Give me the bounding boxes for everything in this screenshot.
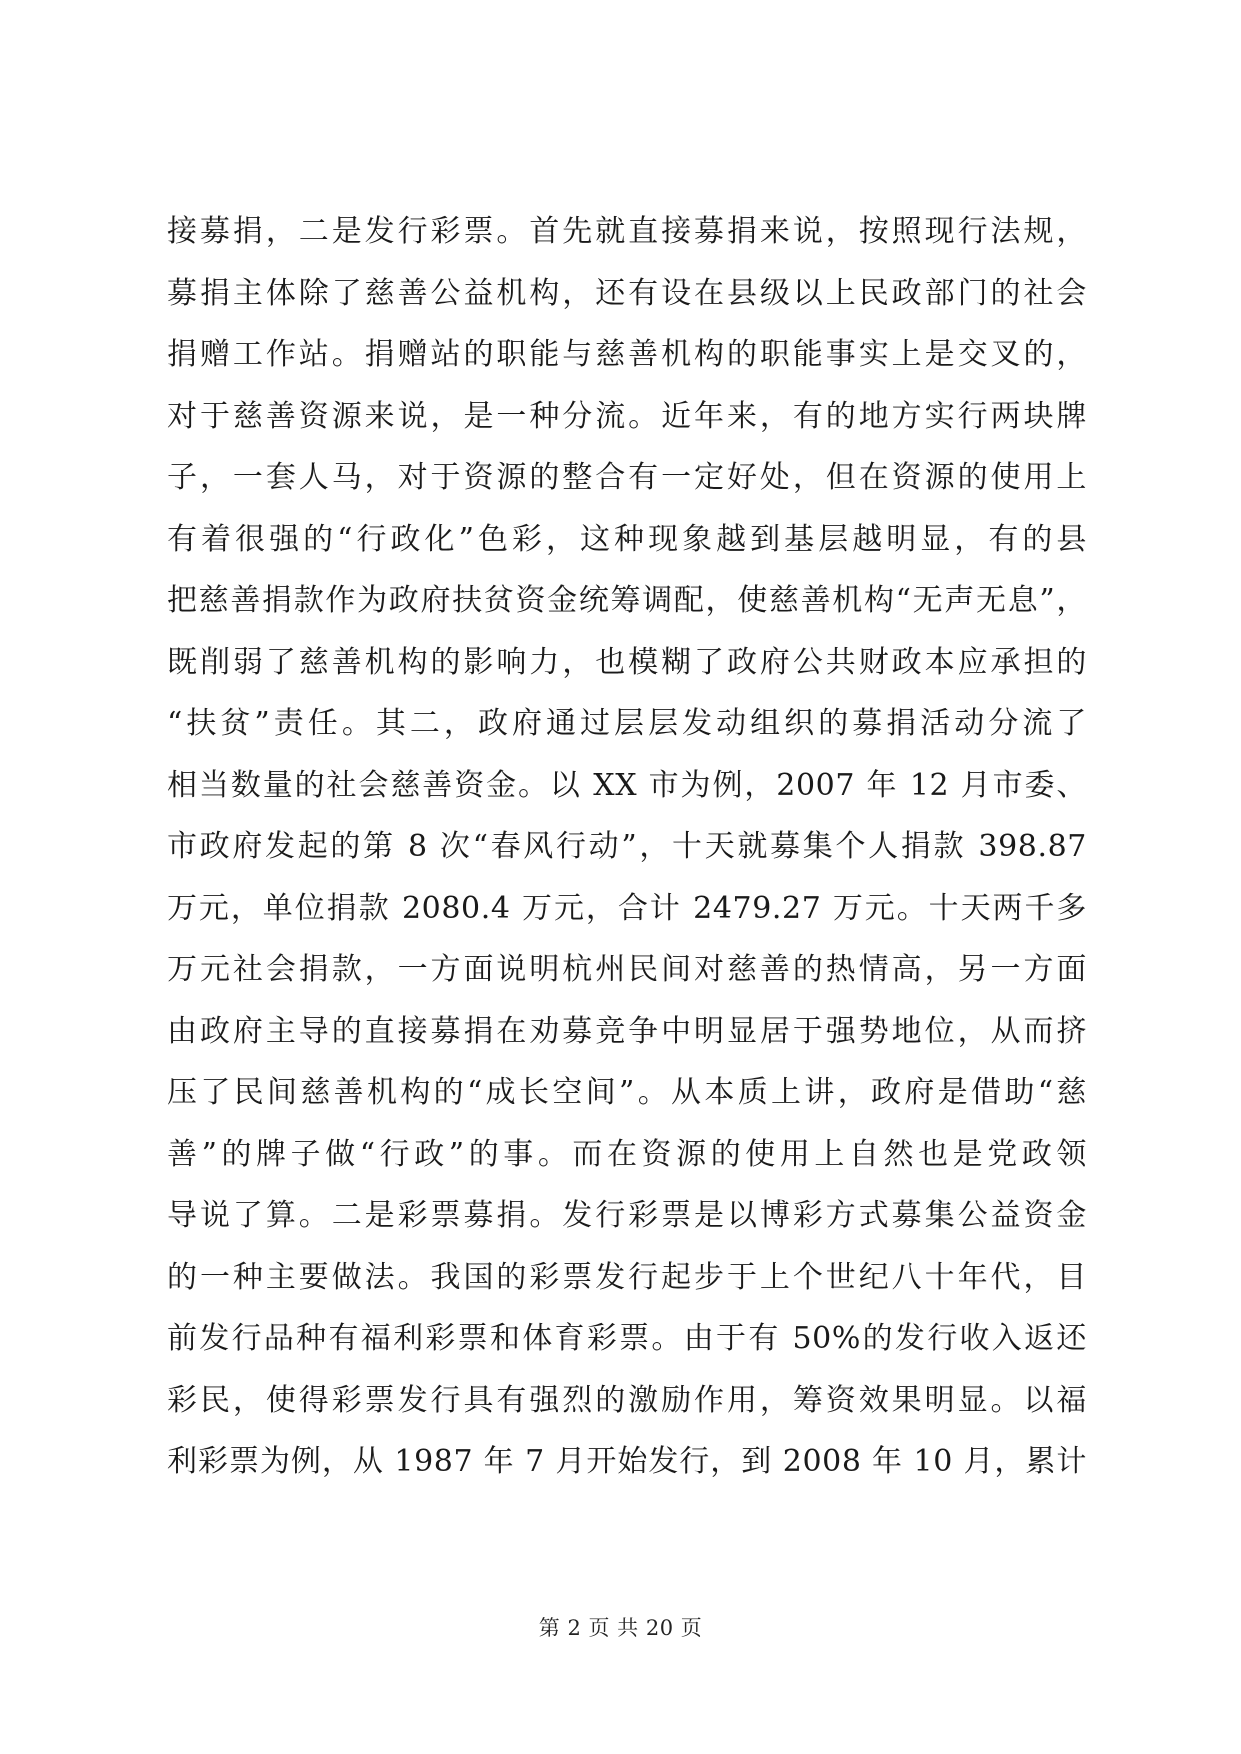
body-text (167, 201, 1087, 1493)
text-line: 子，一套人马，对于资源的整合有一定好处，但在资源的使用上 (167, 460, 1087, 495)
text-line: 市政府发起的第 8 次“春风行动”，十天就募集个人捐款 398.87 (167, 829, 1087, 864)
text-line: 万元社会捐款，一方面说明杭州民间对慈善的热情高，另一方面 (167, 952, 1087, 987)
text-line: 对于慈善资源来说，是一种分流。近年来，有的地方实行两块牌 (167, 398, 1087, 434)
text-line: 压了民间慈善机构的“成长空间”。从本质上讲，政府是借助“慈 (167, 1075, 1087, 1110)
text-line: 把慈善捐款作为政府扶贫资金统筹调配，使慈善机构“无声无息”， (167, 583, 1087, 618)
text-line: 万元，单位捐款 2080.4 万元，合计 2479.27 万元。十天两千多 (167, 890, 1087, 926)
text-line: 的一种主要做法。我国的彩票发行起步于上个世纪八十年代，目 (167, 1259, 1087, 1295)
text-line: 前发行品种有福利彩票和体育彩票。由于有 50%的发行收入返还 (167, 1321, 1087, 1356)
text-line: 募捐主体除了慈善公益机构，还有设在县级以上民政部门的社会 (167, 275, 1087, 311)
text-line: 由政府主导的直接募捐在劝募竞争中明显居于强势地位，从而挤 (167, 1013, 1087, 1049)
text-line: 善”的牌子做“行政”的事。而在资源的使用上自然也是党政领 (167, 1136, 1087, 1172)
text-line: 利彩票为例，从 1987 年 7 月开始发行，到 2008 年 10 月，累计 (167, 1444, 1087, 1479)
text-line: 既削弱了慈善机构的影响力，也模糊了政府公共财政本应承担的 (167, 644, 1087, 680)
text-line: 彩民，使得彩票发行具有强烈的激励作用，筹资效果明显。以福 (167, 1382, 1087, 1418)
text-line: 接募捐，二是发行彩票。首先就直接募捐来说，按照现行法规， (167, 214, 1087, 249)
text-line: 捐赠工作站。捐赠站的职能与慈善机构的职能事实上是交叉的， (167, 337, 1087, 372)
text-line: “扶贫”责任。其二，政府通过层层发动组织的募捐活动分流了 (167, 706, 1087, 741)
text-line: 导说了算。二是彩票募捐。发行彩票是以博彩方式募集公益资金 (167, 1198, 1087, 1233)
page-footer: 第 2 页 共 20 页 (538, 1616, 703, 1640)
text-line: 相当数量的社会慈善资金。以 XX 市为例，2007 年 12 月市委、 (167, 767, 1087, 803)
text-line: 有着很强的“行政化”色彩，这种现象越到基层越明显，有的县 (167, 521, 1087, 557)
